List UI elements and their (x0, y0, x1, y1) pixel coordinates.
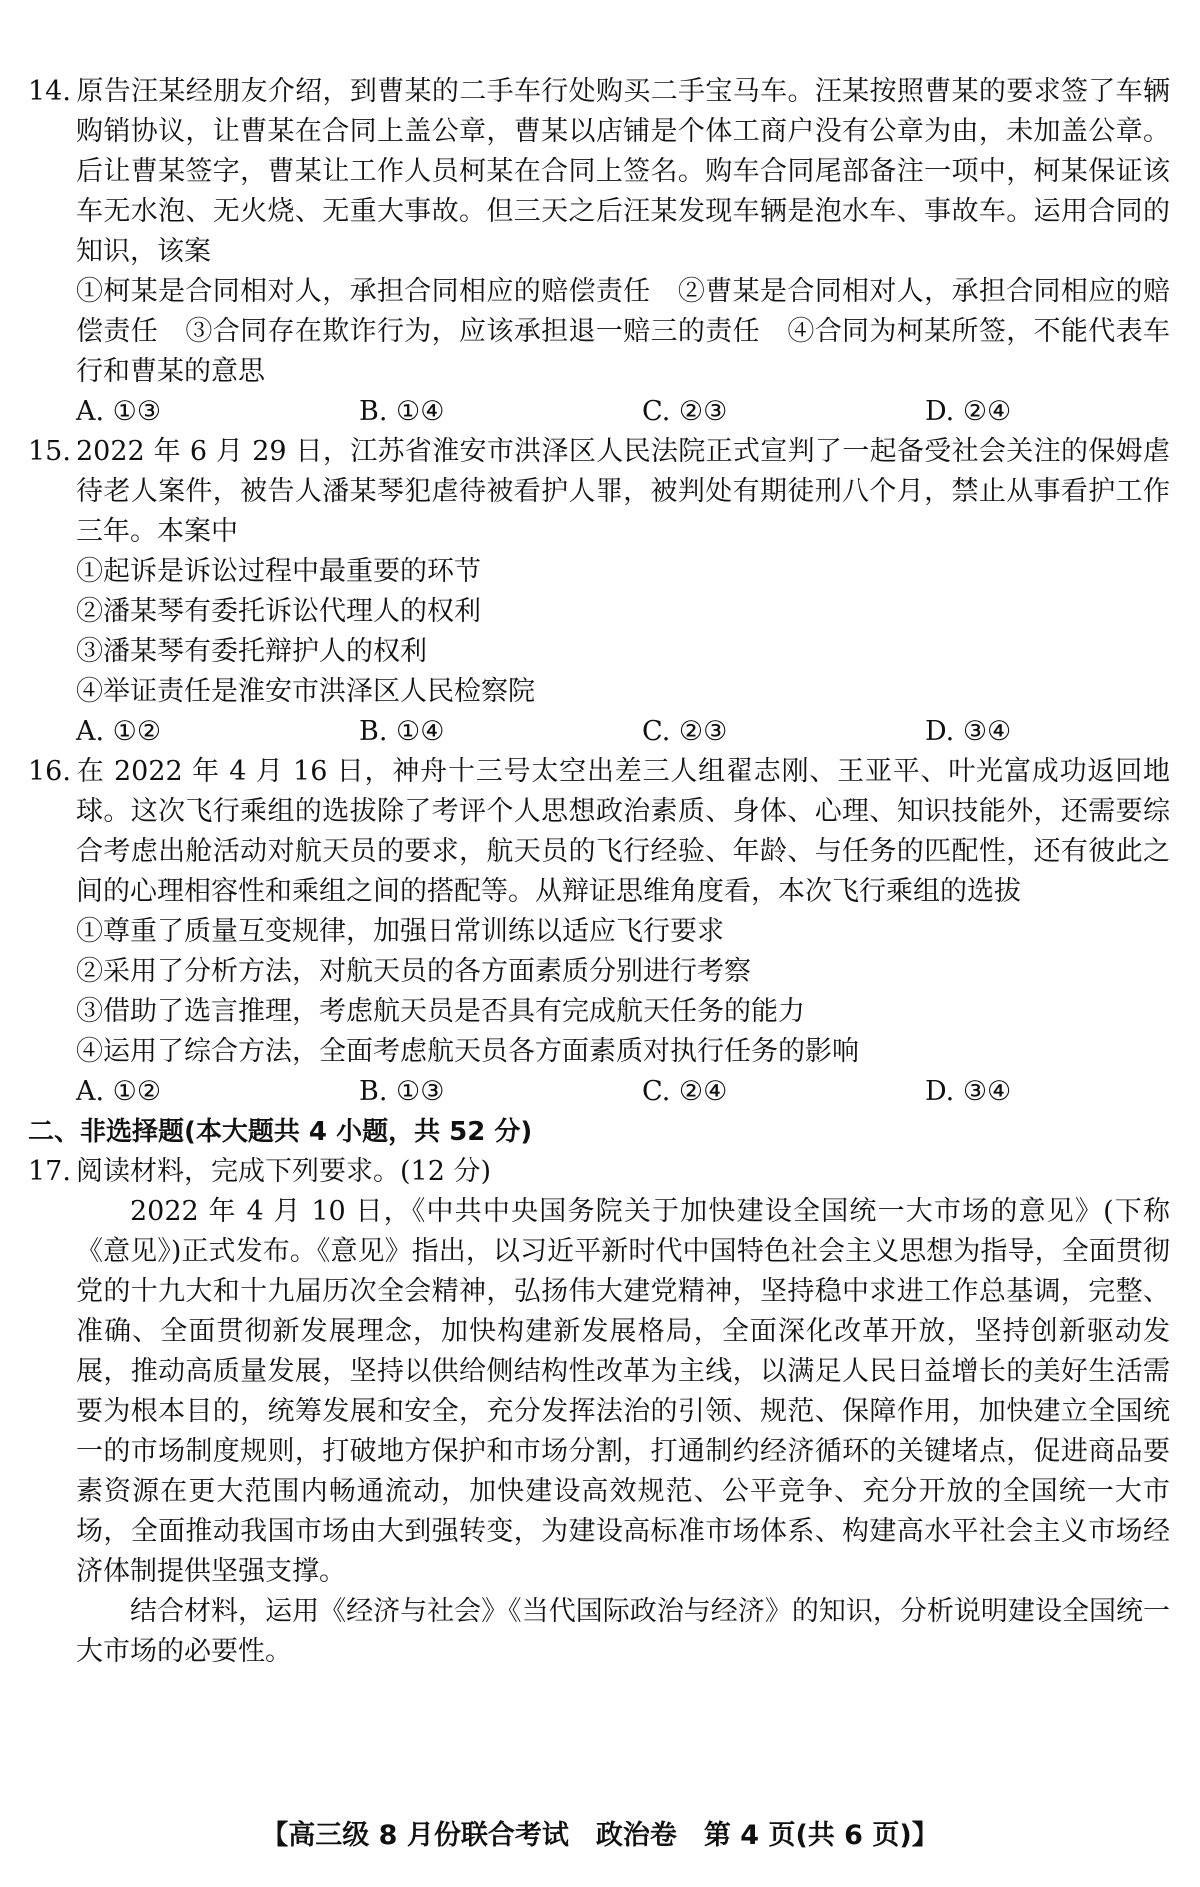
question-17-number: 17. (28, 1156, 71, 1187)
question-15-choice-c: C. ②③ (642, 716, 728, 747)
question-16-choices (28, 1072, 1170, 1112)
question-15-statement-2: ②潘某琴有委托诉讼代理人的权利 (76, 596, 481, 627)
question-16-statement-4: ④运用了综合方法，全面考虑航天员各方面素质对执行任务的影响 (76, 1036, 859, 1067)
question-15 (28, 432, 1170, 752)
page-footer: 【高三级 8 月份联合考试 政治卷 第 4 页(共 6 页)】 (261, 1820, 939, 1851)
question-17-stem (28, 1152, 1170, 1192)
question-17-task: 结合材料，运用《经济与社会》《当代国际政治与经济》的知识，分析说明建设全国统一大市场的必要性。 (76, 1596, 1170, 1667)
question-15-choice-d: D. ③④ (925, 716, 1012, 747)
question-16-choice-a: A. ①② (76, 1076, 162, 1107)
question-15-stem (28, 432, 1170, 552)
question-14-choice-c: C. ②③ (642, 396, 728, 427)
question-14 (28, 72, 1170, 432)
question-15-statement-4: ④举证责任是淮安市洪泽区人民检察院 (76, 676, 535, 707)
question-14-choices (28, 392, 1170, 432)
question-16-statement-3: ③借助了选言推理，考虑航天员是否具有完成航天任务的能力 (76, 996, 805, 1027)
question-16-choice-d: D. ③④ (925, 1076, 1012, 1107)
question-15-number: 15. (28, 436, 71, 467)
question-15-choice-a: A. ①② (76, 716, 162, 747)
question-17-stem-text: 阅读材料，完成下列要求。(12 分) (76, 1156, 492, 1187)
question-15-stem-text: 2022 年 6 月 29 日，江苏省淮安市洪泽区人民法院正式宣判了一起备受社会关注的保姆虐待老人案件，被告人潘某琴犯虐待被看护人罪，被判处有期徒刑八个月，禁止从事看护工作三年。本案中 (76, 436, 1170, 547)
question-14-choice-b: B. ①④ (359, 396, 445, 427)
question-15-choices (28, 712, 1170, 752)
question-14-choice-d: D. ②④ (925, 396, 1012, 427)
exam-page (28, 72, 1170, 1672)
section-2-title: 二、非选择题(本大题共 4 小题，共 52 分) (28, 1117, 533, 1147)
question-14-number: 14. (28, 76, 71, 107)
question-15-statement-3: ③潘某琴有委托辩护人的权利 (76, 636, 427, 667)
question-16-stem (28, 752, 1170, 912)
question-14-choice-a: A. ①③ (76, 396, 162, 427)
question-15-choice-b: B. ①④ (359, 716, 445, 747)
question-16-choice-c: C. ②④ (642, 1076, 728, 1107)
question-17 (28, 1152, 1170, 1672)
question-16-statement-1: ①尊重了质量互变规律，加强日常训练以适应飞行要求 (76, 916, 724, 947)
question-15-statement-1: ①起诉是诉讼过程中最重要的环节 (76, 556, 481, 587)
question-16-stem-text: 在 2022 年 4 月 16 日，神舟十三号太空出差三人组翟志刚、王亚平、叶光富成功返回地球。这次飞行乘组的选拔除了考评个人思想政治素质、身体、心理、知识技能外，还需要综合考虑出舱活动对航天员的要求，航天员的飞行经验、年龄、与任务的匹配性，还有彼此之间的心理相容性和乘组之间的搭配等。从辩证思维角度看，本次飞行乘组的选拔 (76, 756, 1170, 907)
question-14-stem (28, 72, 1170, 272)
question-14-stem-text: 原告汪某经朋友介绍，到曹某的二手车行处购买二手宝马车。汪某按照曹某的要求签了车辆购销协议，让曹某在合同上盖公章，曹某以店铺是个体工商户没有公章为由，未加盖公章。后让曹某签字，曹某让工作人员柯某在合同上签名。购车合同尾部备注一项中，柯某保证该车无水泡、无火烧、无重大事故。但三天之后汪某发现车辆是泡水车、事故车。运用合同的知识，该案 (76, 76, 1170, 267)
question-16-choice-b: B. ①③ (359, 1076, 445, 1107)
question-16-statement-2: ②采用了分析方法，对航天员的各方面素质分别进行考察 (76, 956, 751, 987)
question-17-material: 2022 年 4 月 10 日，《中共中央国务院关于加快建设全国统一大市场的意见》(下称《意见》)正式发布。《意见》指出，以习近平新时代中国特色社会主义思想为指导，全面贯彻党的十九大和十九届历次全会精神，弘扬伟大建党精神，坚持稳中求进工作总基调，完整、准确、全面贯彻新发展理念，加快构建新发展格局，全面深化改革开放，坚持创新驱动发展，推动高质量发展，坚持以供给侧结构性改革为主线，以满足人民日益增长的美好生活需要为根本目的，统筹发展和安全，充分发挥法治的引领、规范、保障作用，加快建立全国统一的市场制度规则，打破地方保护和市场分割，打通制约经济循环的关键堵点，促进商品要素资源在更大范围内畅通流动，加快建设高效规范、公平竞争、充分开放的全国统一大市场，全面推动我国市场由大到强转变，为建设高标准市场体系、构建高水平社会主义市场经济体制提供坚强支撑。 (76, 1196, 1170, 1587)
question-16-number: 16. (28, 756, 71, 787)
question-16 (28, 752, 1170, 1112)
question-14-statements: ①柯某是合同相对人，承担合同相应的赔偿责任 ②曹某是合同相对人，承担合同相应的赔偿责任 ③合同存在欺诈行为，应该承担退一赔三的责任 ④合同为柯某所签，不能代表车行和曹某的意思 (76, 276, 1170, 387)
